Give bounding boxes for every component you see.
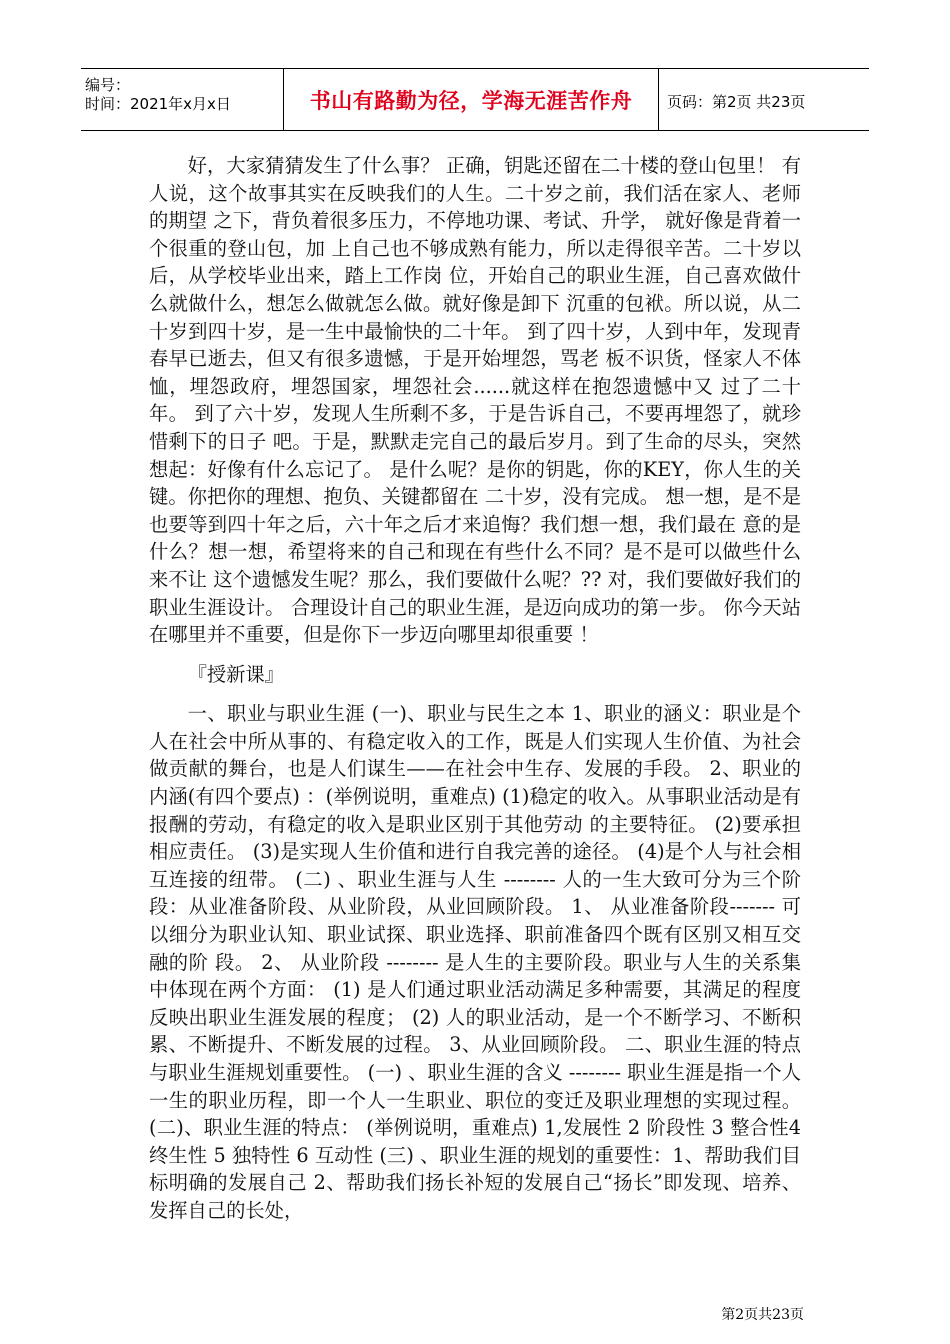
doc-number-label: 编号： — [85, 76, 131, 94]
header-page-cell — [659, 69, 869, 130]
document-body — [149, 152, 801, 1225]
lesson-paragraph: 一、职业与职业生涯 (一)、职业与民生之本 1、职业的涵义：职业是个人在社会中所从事的、有稳定收入的工作，既是人们实现人生价值、为社会 做贡献的舞台，也是人们谋生——在社会中生存、发展的手段。 2、职业的内涵(有四个要点) ：(举例说明，重难点) (1)稳定的收入。从事职业活动是有报酬的劳动，有稳定的收入是职业区别于其他劳动 的主要特征。 (2)要承担相应责任。 (3)是实现人生价值和进行自我完善的途径。 (4)是个人与社会相互连接的纽带。 (二) 、职业生涯与人生 -------- 人的一生大致可分为三个阶段：从业准备阶段、从业阶段，从业回顾阶段。 1、 从业准备阶段------- 可以细分为职业认知、职业试探、职业选择、职前准备四个既有区别又相互交融的阶 段。 2、 从业阶段 -------- 是人生的主要阶段。职业与人生的关系集中体现在两个方面： (1) 是人们通过职业活动满足多种需要，其满足的程度反映出职业生涯发展的程度； (2) 人的职业活动，是一个不断学习、不断积累、不断提升、不断发展的过程。 3、从业回顾阶段。 二、职业生涯的特点与职业生涯规划重要性。 (一) 、职业生涯的含义 -------- 职业生涯是指一个人一生的职业历程，即一个人一生职业、职位的变迁及职业理想的实现过程。 (二)、职业生涯的特点： (举例说明，重难点) 1,发展性 2 阶段性 3 整合性4 终生性 5 独特性 6 互动性 (三) 、职业生涯的规划的重要性：1、帮助我们目标明确的发展自己 2、帮助我们扬长补短的发展自己“扬长”即发现、培养、发挥自己的长处， — [149, 702, 801, 1222]
motto-text: 书山有路勤为径，学海无涯苦作舟 — [309, 89, 633, 113]
header-motto-cell — [284, 69, 659, 130]
doc-time-label: 时间：2021年x月x日 — [85, 95, 231, 113]
page-footer: 第2页共23页 — [721, 1307, 804, 1323]
section-heading: 『授新课』 — [187, 662, 284, 686]
page-header — [81, 68, 869, 131]
story-paragraph: 好，大家猜猜发生了什么事？ 正确，钥匙还留在二十楼的登山包里！ 有人说，这个故事其实在反映我们的人生。二十岁之前，我们活在家人、老师的期望 之下，背负着很多压力，不停地功课、考试、升学， 就好像是背着一个很重的登山包，加 上自己也不够成熟有能力，所以走得很辛苦。二十岁以后，从学校毕业出来，踏上工作岗 位，开始自己的职业生涯，自己喜欢做什么就做什么，想怎么做就怎么做。就好像是卸下 沉重的包袱。所以说，从二十岁到四十岁，是一生中最愉快的二十年。 到了四十岁，人到中年，发现青春早已逝去，但又有很多遗憾，于是开始埋怨，骂老 板不识货，怪家人不体恤，埋怨政府，埋怨国家，埋怨社会......就这样在抱怨遗憾中又 过了二十年。 到了六十岁，发现人生所剩不多，于是告诉自己，不要再埋怨了，就珍惜剩下的日子 吧。于是，默默走完自己的最后岁月。到了生命的尽头，突然想起：好像有什么忘记了。 是什么呢？是你的钥匙，你的KEY，你人生的关键。你把你的理想、抱负、关键都留在 二十岁，没有完成。 想一想，是不是也要等到四十年之后，六十年之后才来追悔？我们想一想，我们最在 意的是什么？想一想，希望将来的自己和现在有些什么不同？是不是可以做些什么来不让 这个遗憾发生呢？那么，我们要做什么呢？?? 对，我们要做好我们的职业生涯设计。 合理设计自己的职业生涯，是迈向成功的第一步。 你今天站在哪里并不重要，但是你下一步迈向哪里却很重要 ！ — [149, 154, 801, 647]
header-meta-cell — [81, 69, 284, 130]
header-page-label: 页码：第2页 共23页 — [667, 93, 806, 111]
